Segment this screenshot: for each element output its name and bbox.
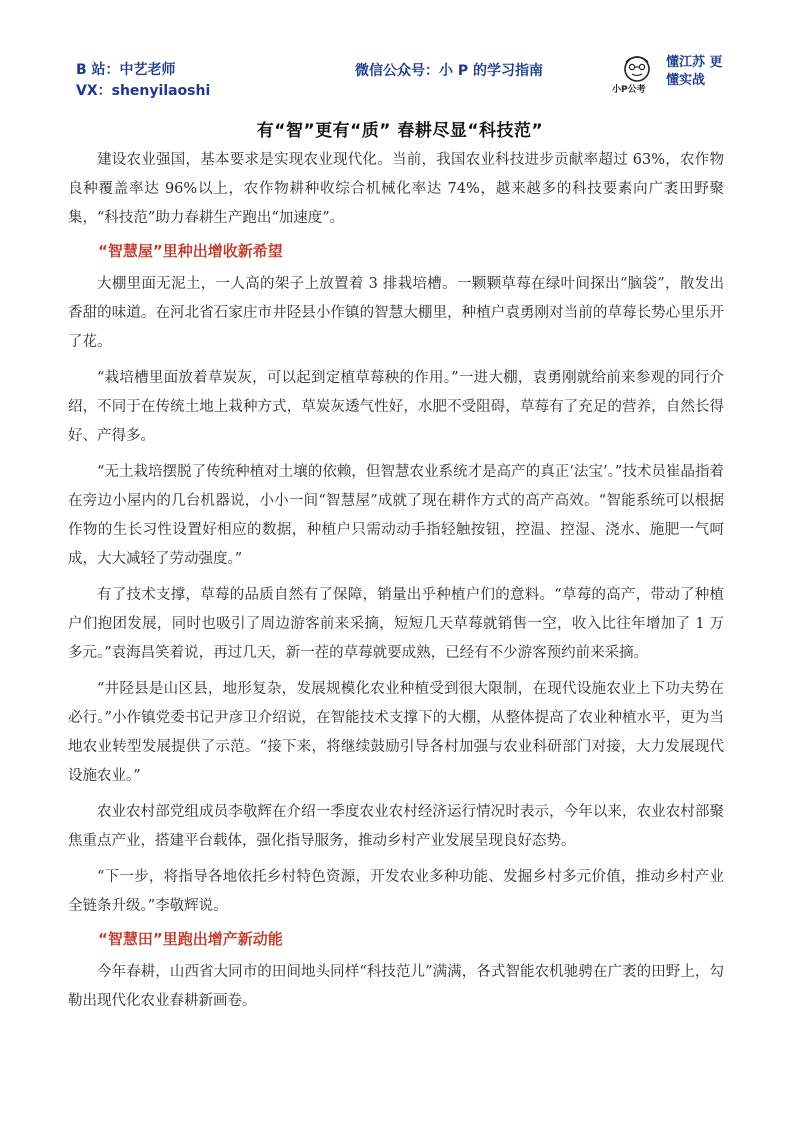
paragraph: 建设农业强国，基本要求是实现农业现代化。当前，我国农业科技进步贡献率超过 63%，农作物良种覆盖率达 96%以上，农作物耕种收综合机械化率达 74%，越来越多的科技要素向广袤田野聚集，“科技范”助力春耕生产跑出“加速度”。 bbox=[68, 152, 724, 226]
paragraph: “下一步，将指导各地依托乡村特色资源，开发农业多种功能、发掘乡村多元价值，推动乡村产业全链条升级。”李敬辉说。 bbox=[68, 869, 724, 914]
article-title: 有“智”更有“质” 春耕尽显“科技范” bbox=[256, 121, 544, 141]
logo-subtitle: 小P公考 bbox=[612, 85, 646, 95]
avatar-icon bbox=[620, 54, 654, 84]
wechat-label: 微信公众号：小 P 的学习指南 bbox=[355, 63, 544, 79]
page-header bbox=[0, 0, 800, 110]
paragraph: 农业农村部党组成员李敬辉在介绍一季度农业农村经济运行情况时表示，今年以来，农业农村部聚焦重点产业，搭建平台载体，强化指导服务，推动乡村产业发展呈现良好态势。 bbox=[68, 804, 724, 849]
brand-logo bbox=[612, 54, 734, 96]
article-body bbox=[68, 146, 724, 1023]
paragraph: 大棚里面无泥土，一人高的架子上放置着 3 排栽培槽。一颗颗草莓在绿叶间探出“脑袋”，散发出香甜的味道。在河北省石家庄市井陉县小作镇的智慧大棚里，种植户袁勇刚对当前的草莓长势心里乐开了花。 bbox=[68, 276, 724, 350]
section-heading: “智慧田”里跑出增产新动能 bbox=[98, 930, 283, 948]
paragraph: 有了技术支撑，草莓的品质自然有了保障，销量出乎种植户们的意料。“草莓的高产，带动了种植户们抱团发展，同时也吸引了周边游客前来采摘，短短几天草莓就销售一空，收入比往年增加了 1 万多元。”袁海昌笑着说，再过几天，新一茬的草莓就要成熟，已经有不少游客预约前来采摘。 bbox=[68, 587, 724, 661]
header-contact bbox=[76, 60, 210, 102]
vx-label: VX：shenyilaoshi bbox=[76, 83, 211, 99]
section-heading: “智慧屋”里种出增收新希望 bbox=[98, 242, 283, 260]
logo-slogan: 懂江苏 更懂实战 bbox=[666, 55, 723, 88]
paragraph: 今年春耕，山西省大同市的田间地头同样“科技范儿”满满，各式智能农机驰骋在广袤的田野上，勾勒出现代化农业春耕新画卷。 bbox=[68, 964, 724, 1009]
bilibili-label: B 站：中艺老师 bbox=[76, 62, 176, 78]
paragraph: “井陉县是山区县，地形复杂，发展规模化农业种植受到很大限制，在现代设施农业上下功夫势在必行。”小作镇党委书记尹彦卫介绍说，在智能技术支撑下的大棚，从整体提高了农业种植水平，更为当地农业转型发展提供了示范。“接下来，将继续鼓励引导各村加强与农业科研部门对接，大力发展现代设施农业。” bbox=[68, 681, 724, 784]
paragraph: “无土栽培摆脱了传统种植对土壤的依赖，但智慧农业系统才是高产的真正‘法宝’。”技术员崔晶指着在旁边小屋内的几台机器说，小小一间“智慧屋”成就了现在耕作方式的高产高效。“智能系统可以根据作物的生长习性设置好相应的数据，种植户只需动动手指轻触按钮，控温、控湿、浇水、施肥一气呵成，大大减轻了劳动强度。” bbox=[68, 464, 724, 567]
paragraph: “栽培槽里面放着草炭灰，可以起到定植草莓秧的作用。”一进大棚，袁勇刚就给前来参观的同行介绍，不同于在传统土地上栽种方式，草炭灰透气性好，水肥不受阻碍，草莓有了充足的营养，自然长得好、产得多。 bbox=[68, 370, 724, 444]
